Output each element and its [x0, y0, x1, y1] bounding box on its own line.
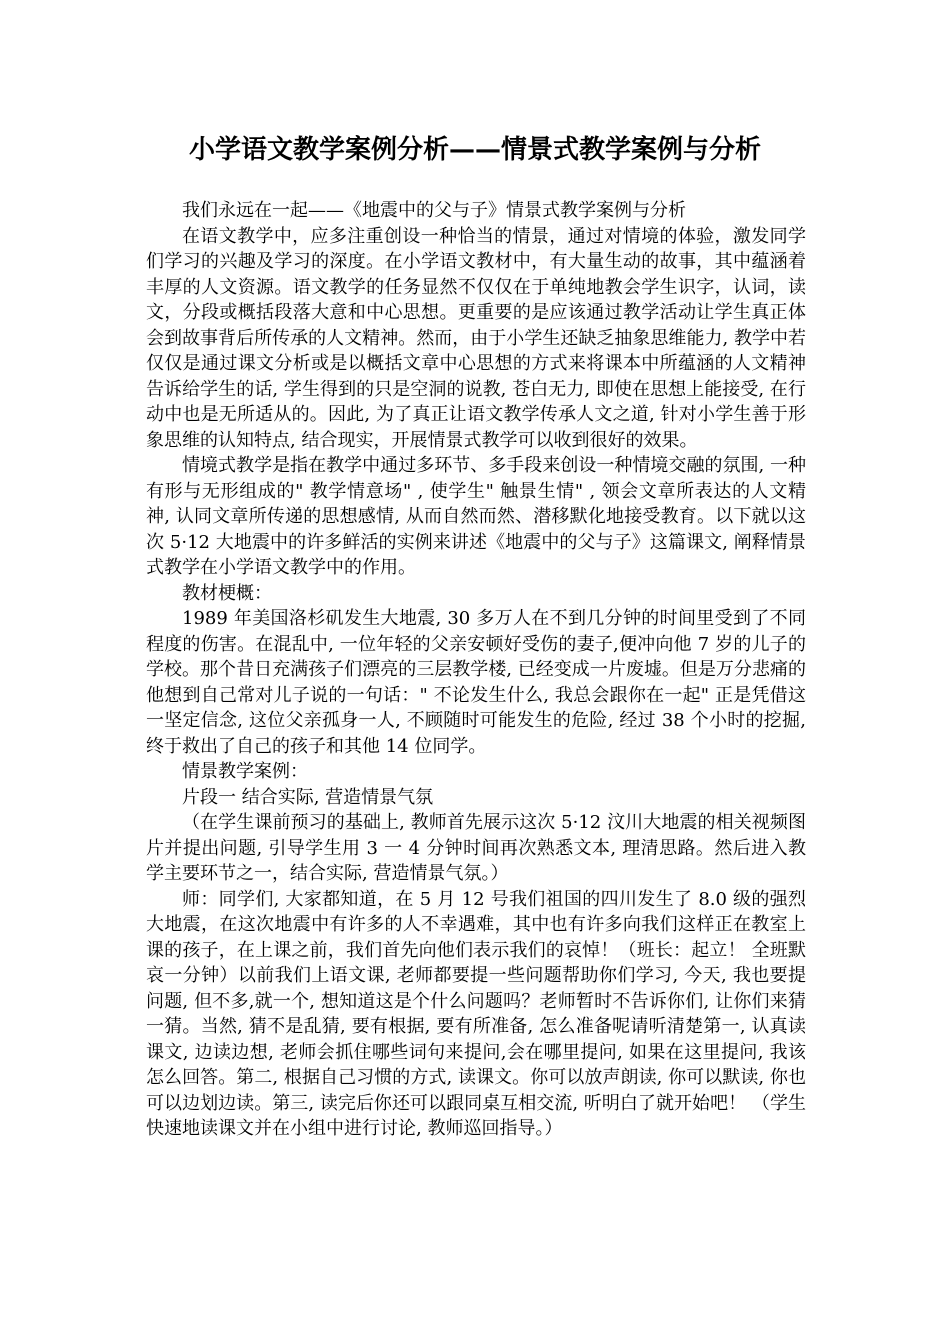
subtitle-paragraph: 我们永远在一起——《地震中的父与子》情景式教学案例与分析 — [182, 200, 686, 221]
definition-paragraph: 情境式教学是指在教学中通过多环节、多手段来创设一种情境交融的氛围, 一种有形与无形组成的" 教学情意场" , 使学生" 触景生情" , 领会文章所表达的人文精神, 认同文章所传递的思想感情, 从而自然而然、潜移默化地接受教育。以下就以这次 5·12 大地震中的许多鲜活的实例来讲述《地震中的父与子》这篇课文, 阐释情景式教学在小学语文教学中的作用。 — [146, 455, 806, 578]
segment-note-paragraph: （在学生课前预习的基础上, 教师首先展示这次 5·12 汶川大地震的相关视频图片并提出问题, 引导学生用 3 一 4 分钟时间再次熟悉文本, 理清思路。然后进入教学主要环节之一，结合实际, 营造情景气氛。） — [146, 812, 806, 884]
section-heading-case: 情景教学案例： — [182, 761, 308, 782]
document-body — [146, 198, 806, 1142]
section-heading-summary: 教材梗概： — [182, 582, 272, 604]
teacher-dialogue-paragraph: 师：同学们, 大家都知道，在 5 月 12 号我们祖国的四川发生了 8.0 级的强烈大地震，在这次地震中有许多的人不幸遇难，其中也有许多向我们这样正在教室上课的孩子，在上课之前，我们首先向他们表示我们的哀悼！（班长：起立！ 全班默哀一分钟）以前我们上语文课, 老师都要提一些问题帮助你们学习, 今天, 我也要提问题, 但不多,就一个, 想知道这是个什么问题吗？老师暂时不告诉你们, 让你们来猜一猜。当然, 猜不是乱猜, 要有根据, 要有所准备, 怎么准备呢请听清楚第一, 认真读课文, 边读边想, 老师会抓住哪些词句来提问,会在哪里提问, 如果在这里提问, 我该怎么回答。第二, 根据自己习惯的方式, 读课文。你可以放声朗读, 你可以默读, 你也可以边划边读。第三, 读完后你还可以跟同桌互相交流, 听明白了就开始吧！ （学生快速地读课文并在小组中进行讨论, 教师巡回指导。） — [146, 888, 806, 1139]
summary-paragraph: 1989 年美国洛杉矶发生大地震, 30 多万人在不到几分钟的时间里受到了不同程度的伤害。在混乱中, 一位年轻的父亲安顿好受伤的妻子,便冲向他 7 岁的儿子的学校。那个昔日充满孩子们漂亮的三层教学楼, 已经变成一片废墟。但是万分悲痛的他想到自己常对儿子说的一句话：" 不论发生什么, 我总会跟你在一起" 正是凭借这一坚定信念, 这位父亲孤身一人, 不顾随时可能发生的危险, 经过 38 个小时的挖掘, 终于救出了自己的孩子和其他 14 位同学。 — [146, 608, 806, 757]
document-title: 小学语文教学案例分析——情景式教学案例与分析 — [188, 135, 761, 165]
segment-heading: 片段一 结合实际, 营造情景气氛 — [182, 786, 434, 808]
intro-paragraph: 在语文教学中，应多注重创设一种恰当的情景，通过对情境的体验，激发同学们学习的兴趣及学习的深度。在小学语文教材中，有大量生动的故事，其中蕴涵着丰厚的人文资源。语文教学的任务显然不仅仅在于单纯地教会学生识字，认词，读文，分段或概括段落大意和中心思想。更重要的是应该通过教学活动让学生真正体会到故事背后所传承的人文精神。然而，由于小学生还缺乏抽象思维能力, 教学中若仅仅是通过课文分析或是以概括文章中心思想的方式来将课本中所蕴涵的人文精神告诉给学生的话, 学生得到的只是空洞的说教, 苍白无力, 即使在思想上能接受, 在行动中也是无所适从的。因此, 为了真正让语文教学传承人文之道, 针对小学生善于形象思维的认知特点, 结合现实，开展情景式教学可以收到很好的效果。 — [146, 225, 806, 451]
